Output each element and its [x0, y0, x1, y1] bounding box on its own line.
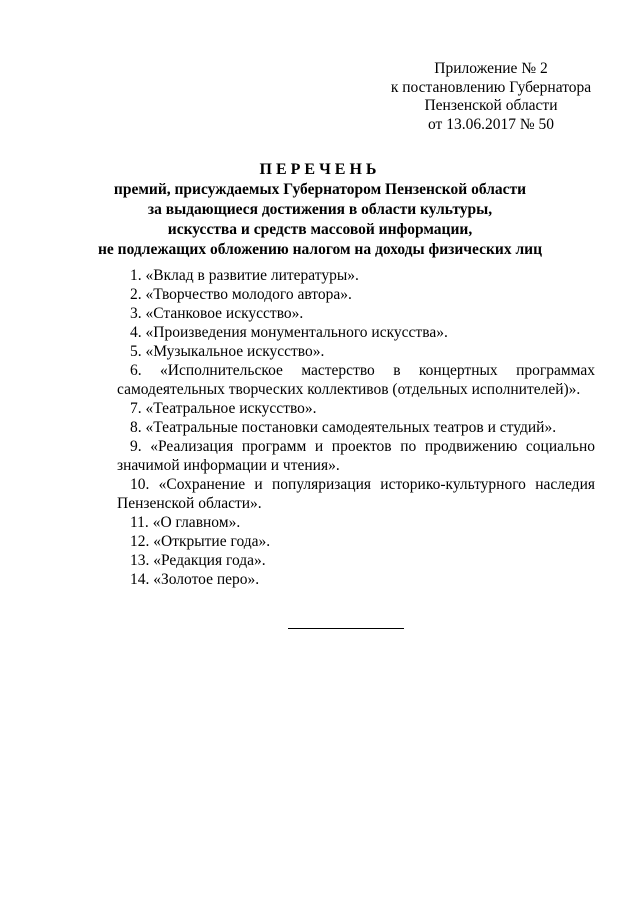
list-item-text: «Театральные постановки самодеятельных театров и студий». [145, 419, 557, 436]
list-item-text: «Произведения монументального искусства». [145, 324, 448, 341]
subtitle-line-2: за выдающиеся достижения в области культуры, [147, 201, 493, 218]
list-item [117, 513, 595, 532]
list-item [117, 342, 595, 361]
appendix-header [360, 60, 622, 134]
list-item [117, 418, 595, 437]
list-item-number: 13. [130, 552, 150, 569]
list-item [117, 437, 595, 475]
list-item-text: «Золотое перо». [153, 571, 260, 588]
list-item-number: 11. [130, 514, 149, 531]
list-item-text: «Станковое искусство». [145, 305, 304, 322]
list-item-number: 6. [130, 362, 142, 379]
list-item [117, 304, 595, 323]
subtitle-line-3: искусства и средств массовой информации, [167, 221, 473, 238]
document-subtitle [0, 180, 640, 260]
list-item [117, 399, 595, 418]
list-item-text: «Вклад в развитие литературы». [145, 267, 359, 284]
list-item-number: 3. [130, 305, 142, 322]
list-item [117, 532, 595, 551]
list-item-number: 9. [130, 438, 142, 455]
list-item-text: «Редакция года». [153, 552, 266, 569]
list-item-text: «Реализация программ и проектов по продвижению социально значимой информации и чтения». [117, 438, 596, 474]
list-item-number: 5. [130, 343, 142, 360]
list-item [117, 361, 595, 399]
list-item [117, 266, 595, 285]
list-item-text: «Театральное искусство». [145, 400, 317, 417]
list-item-text: «Музыкальное искусство». [145, 343, 325, 360]
list-item-number: 8. [130, 419, 142, 436]
list-item-number: 1. [130, 267, 142, 284]
appendix-number: Приложение № 2 [434, 60, 548, 77]
list-item [117, 551, 595, 570]
closing-divider-line [288, 628, 404, 629]
awards-list [117, 266, 595, 589]
list-item-number: 14. [130, 571, 150, 588]
list-item-text: «Сохранение и популяризация историко-культурного наследия Пензенской области». [117, 476, 595, 512]
appendix-decree-ref: к постановлению Губернатора [390, 78, 592, 96]
subtitle-line-4: не подлежащих обложению налогом на доходы физических лиц [97, 241, 543, 258]
list-item-text: «Творчество молодого автора». [145, 286, 352, 303]
list-item [117, 475, 595, 513]
appendix-date-number: от 13.06.2017 № 50 [428, 115, 554, 133]
subtitle-line-1: премий, присуждаемых Губернатором Пензенской области [113, 181, 527, 198]
list-item-number: 7. [130, 400, 142, 417]
list-item-number: 12. [130, 533, 150, 550]
list-item-text: «Исполнительское мастерство в концертных программах самодеятельных творческих коллективов (отдельных исполнителей)». [117, 362, 595, 398]
list-item [117, 285, 595, 304]
list-item [117, 323, 595, 342]
list-item-number: 2. [130, 286, 142, 303]
appendix-region: Пензенской области [424, 97, 558, 114]
list-item-number: 10. [130, 476, 150, 493]
document-title: ПЕРЕЧЕНЬ [259, 161, 381, 178]
list-item-number: 4. [130, 324, 142, 341]
list-item-text: «О главном». [152, 514, 241, 531]
list-item [117, 570, 595, 589]
list-item-text: «Открытие года». [153, 533, 271, 550]
